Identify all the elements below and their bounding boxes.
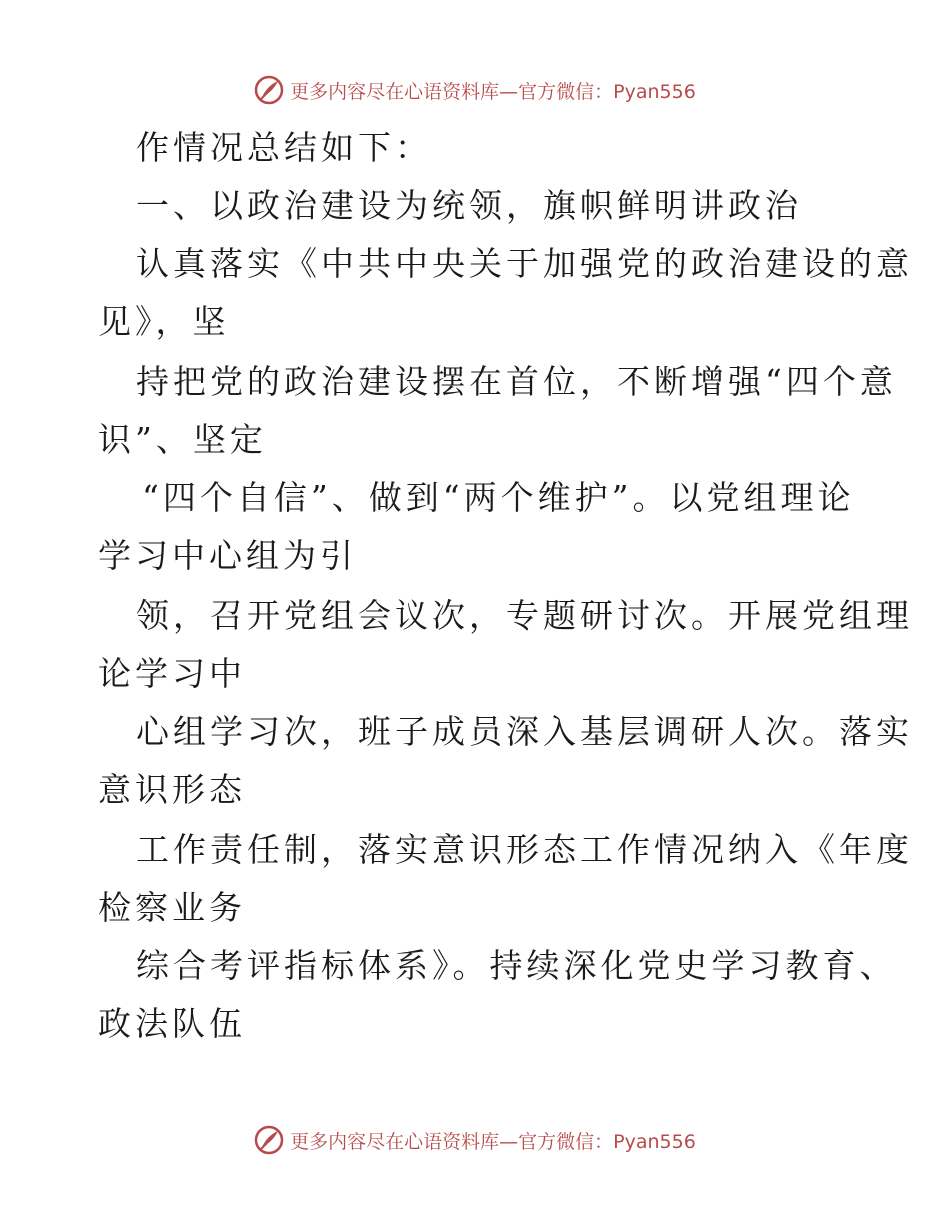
- paragraph-line: “四个自信”、做到“两个维护”。以党组理论: [142, 478, 855, 517]
- footer-watermark: [0, 1120, 950, 1160]
- watermark-text: 更多内容尽在心语资料库—官方微信：Pyan556: [290, 80, 696, 103]
- paragraph-line: 意识形态: [98, 770, 246, 809]
- paragraph-line: 见》，坚: [98, 302, 230, 341]
- paragraph-line: 政法队伍: [98, 1004, 246, 1043]
- paragraph-line: 持把党的政治建设摆在首位，不断增强“四个意: [136, 362, 897, 401]
- paragraph-line: 作情况总结如下：: [136, 128, 432, 167]
- paragraph-line: 学习中心组为引: [98, 536, 357, 575]
- section-heading: 一、以政治建设为统领，旗帜鲜明讲政治: [136, 186, 802, 225]
- feather-pen-logo-icon: [254, 75, 284, 105]
- paragraph-line: 认真落实《中共中央关于加强党的政治建设的意: [136, 244, 913, 283]
- feather-pen-logo-icon: [254, 1125, 284, 1155]
- paragraph-line: 检察业务: [98, 888, 246, 927]
- paragraph-line: 工作责任制，落实意识形态工作情况纳入《年度: [136, 830, 913, 869]
- header-watermark: [0, 70, 950, 110]
- paragraph-line: 论学习中: [98, 654, 246, 693]
- paragraph-line: 综合考评指标体系》。持续深化党史学习教育、: [136, 946, 897, 985]
- paragraph-line: 识”、坚定: [98, 420, 267, 459]
- paragraph-line: 心组学习次，班子成员深入基层调研人次。落实: [136, 712, 913, 751]
- watermark-text: 更多内容尽在心语资料库—官方微信：Pyan556: [290, 1130, 696, 1153]
- paragraph-line: 领，召开党组会议次，专题研讨次。开展党组理: [136, 596, 913, 635]
